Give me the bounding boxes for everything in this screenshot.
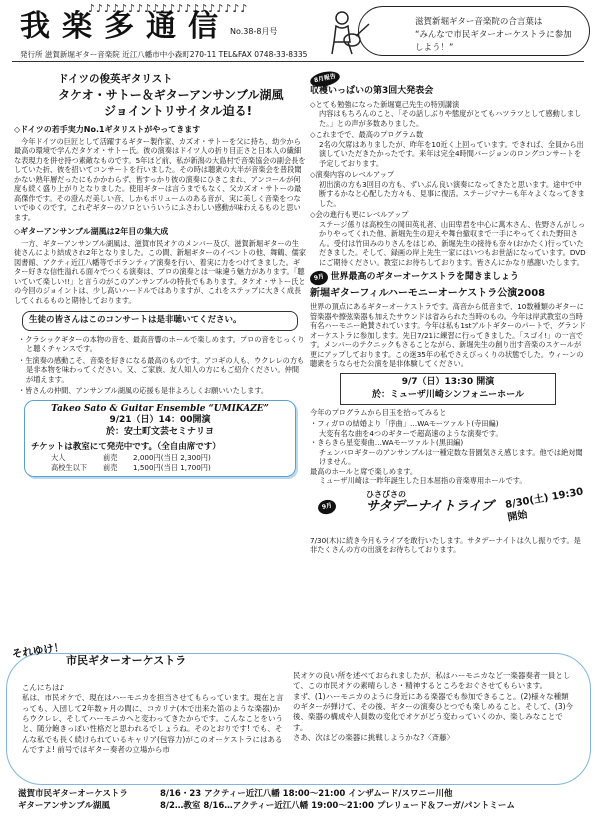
report-item-heading: ◇これまでで、最高のプログラム数: [310, 130, 424, 140]
motto-line-1: 滋賀新堀ギター音楽院の合言葉は: [415, 17, 543, 27]
left-column: [14, 72, 306, 477]
citizen-orchestra-text-left: こんにちは♪ 私は、市民オケで、現在はハーモニカを担当させてもらっています。現在と言っても、入団して2年数ヶ月の間に、コカリナ(木で出来た笛のような楽器)からウクレレ、そしてハーモニカへと変わってきたからです。こんなことをいうと、随分飽きっぽい性格だと思われるでしょうね。そのとおりです! でも、そんな私でも長く続けられているキャリア(包容力)がこのオーケストラにはあるんですよ! 前号ではギター奏者の立場から市: [22, 683, 284, 755]
ticket-heading: チケットは教室にて発売中です。（全自由席です）: [31, 442, 221, 453]
title-char: 通: [146, 9, 176, 44]
orchestra-heading: 新堀ギターフィルハーモニーオーケストラ公演2008: [310, 288, 546, 300]
report-item-heading: ◇演奏内容のレベルアップ: [310, 170, 395, 180]
saturday-live-sub: ひさびさの: [366, 489, 406, 499]
concert-title: Takeo Sato & Guitar Ensemble “UMIKAZE”: [51, 403, 269, 414]
headline-main: タケオ・サトー＆ギターアンサンブル湖風: [58, 87, 284, 102]
section-heading: ◇ドイツの若手実力No.1ギタリストがやってきます: [14, 125, 201, 135]
headline-sub: ジョイントリサイタル迫る!: [104, 104, 253, 119]
title-char: 我: [20, 9, 50, 44]
report-item: [310, 210, 586, 267]
group-name: 滋賀市民ギターオーケストラ: [18, 789, 128, 799]
orchestra-tag: 9月: [309, 270, 330, 287]
saturday-live-text: 7/30(木)に続き今月もライブを敢行いたします。サタデーナイトは久し振りです。是非たくさんの方の出演をお待ちしております。: [310, 535, 581, 555]
schedule-footer: [18, 788, 588, 813]
orchestra-date: 9/7（日）13:30 開演: [401, 376, 495, 387]
article-paragraph: 今年ドイツの巨匠として活躍するギター製作家、カズオ・サトーを父に持ち、幼少から最高の環境で学んだタケオ・サトー氏。彼の演奏はドイツ人の折り目正さと日本人の繊細な表現力を併せ持つ素敵なものです。5年ほど前、私が新潟の大島村で音楽協会の副会長をしていた折、彼を招いてコンサートを行いました。その時は聴衆の大半が音楽会を普段聞かない熟年層だったにもかかわらず、皆すっかり彼の演奏にひきこまれ、アンコールが何度も続く盛り上がりとなりました。使用ギターは言うまでもなく、父カズオ・サトーの最高傑作です。その澄んだ美しい音、しかもボリュームのある音が、実に美しく音楽をつないでゆくのです。これぞギターのソロといういうにふさわしい感動が味わえるものと思います。: [14, 136, 306, 222]
student-notice: 生徒の皆さんはこのコンサートは是非聴いてください。: [22, 311, 298, 330]
headline-kicker: ドイツの俊英ギタリスト: [58, 73, 173, 85]
concert-date: 9/21（日）14：00開演: [109, 415, 211, 426]
orchestra-venue: 於：ミューザ川崎シンフォニーホール: [372, 389, 524, 400]
saturday-live-banner: [310, 486, 586, 534]
report-item-body: 2名の欠席はありましたが、昨年を10近く上回っています。できれば、全員から出演していただきたかったです。来年は完全4時間バージョンのロングコンサートを予定しております。: [319, 139, 584, 168]
report-item: [310, 100, 586, 129]
saturday-live-date: 8/30(土) 19:30開始: [504, 486, 585, 524]
program-heading: 今年のプログラムから目玉を拾ってみると: [310, 407, 447, 417]
orchestra-date-box: [340, 373, 556, 405]
report-item: [310, 170, 586, 208]
newsletter-title: [14, 10, 277, 44]
right-column: [310, 72, 586, 555]
header-divider: [12, 61, 584, 62]
article-paragraph: 一方、ギターアンサンブル湖風は、滋賀市民オケのメンバー及び、滋賀新堀ギターの生徒さんにより結成され2年となりました。この間、新堀ギターのイベントの他、舞鶴、儒家図書館、アクティ近江八幡等でボランティア演奏を行い、着実に力をつけてきました。ギター好きな信性溢れる面々でつくる演奏は、プロの演奏とは一味違う魅力があります。「聴いていて楽しい!!」と言うのがこのアンサンブルの特長でもあります。タケオ・サトー氏との今回のジョイントは、少し高いハードルではありますが、これをステップに大きく成長してくれるものと期待しております。: [14, 238, 307, 305]
live-tag: 9月: [317, 498, 338, 515]
report-item: [310, 130, 586, 168]
price-value: 2,000円(当日 2,300円): [133, 453, 211, 463]
list-item: ミューザ川崎は一昨年誕生した日本屈指の音楽専用ホールです。: [319, 476, 527, 486]
concert-venue: 於：安土町文芸セミナリヨ: [105, 427, 214, 438]
report-item-heading: ◇とても勉強になった新堀寛己先生の特別講演: [310, 99, 460, 109]
saturday-live-title: サタデーナイトライブ: [366, 498, 494, 514]
orchestra-lead: 世界最高のギターオーケストラを聞きましょう: [330, 272, 519, 283]
list-item: 大変有名な曲を4つのギターで超高速のような演奏です。: [319, 428, 503, 438]
title-char: 多: [104, 9, 134, 44]
motto-bubble: [358, 6, 590, 56]
price-label: 大人: [51, 453, 66, 463]
publisher-info: 発行所 滋賀新堀ギター音楽院 近江八幡市中小森町270-11 TEL&FAX 0748-33-8335: [20, 50, 308, 59]
title-char: 楽: [62, 9, 92, 44]
guitar-player-icon: [322, 6, 372, 56]
citizen-orchestra-text-right: 民オケの良い所を述べておられましたが、私はハーモニカなど一楽器奏者一員として、この市民オケの素晴らしさ・精神するところをおぐさせてもらいます。 まず、(1)ハーモニカのように身近にある楽器でも参加できること。(2)様々な種類のギターが弾けて、その後、ギターの演奏ひとつでも楽しめること。そして、(3)今後、楽器の構成や人員数の変化でオケがどう変わっていくのか、楽しみなことです。 さあ、次はどの楽器に挑戦しようかな?〈斉藤〉: [293, 671, 574, 743]
schedule-text: 8/16・23 アクティー近江八幡 18:00〜21:00 インザムード/スワニー川他: [160, 789, 453, 799]
schedule-text: 8/2…教室 8/16…アクティー近江八幡 19:00〜21:00 プレリュード＆フーガ/パントミーム: [160, 801, 515, 812]
report-tag: 8月報告: [309, 69, 341, 89]
issue-number: No.38-8月号: [230, 27, 278, 37]
citizen-orchestra-title: 市民ギターオーケストラ: [66, 654, 187, 667]
section-heading: ◇ギターアンサンブル湖風は2年目の集大成: [14, 227, 169, 237]
orchestra-paragraph: 世界の頂点にあるギターオーケストラです。高音から低音まで、10数種類のギターに管楽器や擦弦楽器も加えたサウンドは省みられた当時のもの。今年は岸武教室の当時有名ハーモニー絶賛されています。今年は私も1stアルトギターのパートで、グランドオーケストラに参加します。先日7/21に練習に行ってきました。「スゴイ!」の一言です。メンバーのテクニックもさることながら、新堀先生の創り出す音楽のスケールが更にアップしております。この迷35年の私でさえびっくりの状態でした。ウィーンの聴衆をうならせた公演を是非体験してください。: [310, 302, 586, 369]
report-title: 収穫いっぱいの第3回大発表会: [310, 85, 434, 96]
masthead: [0, 0, 595, 62]
list-item: 最高のホールと席で楽しめます。: [310, 466, 418, 476]
concert-info-box: [24, 400, 296, 478]
price-value: 1,500円(当日 1,700円): [133, 462, 211, 472]
list-item: ・皆さんの仲間、アンサンブル湖風の応援も是非よろしくお願いいたします。: [18, 386, 269, 396]
list-item: ・きらきら星変奏曲…WAモーツァルト(黒田編): [310, 438, 464, 448]
reason-list: [14, 335, 306, 396]
list-item: チェンバロギターのアンサンブルは一種定数な昔園気さえ感じます。他では絶対聞けません。: [319, 447, 583, 467]
group-name: ギターアンサンブル湖風: [18, 801, 110, 812]
list-item: ・生演奏の感動こそ、音楽を好きになる最高のものです。アコギの人も、ウクレレの方も是非本物を味わってください。又、ご家族、友人知人の方にもご紹介ください。仲間が増えます。: [18, 355, 305, 384]
price-presale: 前売: [103, 453, 118, 463]
report-item-body: ステージ係りは高校生の岡田英礼者、山田卑君を中心に萬木さん、佐野さんがしっかりやってくれた他、新堀先生の迎えや舞台撤収まで一手にやってくれた野田さん。受付は竹田みのりさんをはじめ、新堀先生の接待も奈々(おかたく)行っていただきました。そして、録画の岸上先生一家にはいつもお世話になっています。DVDにご期待ください。教室にお待ちしております。皆さんにかなり感謝いたします。: [319, 219, 586, 267]
program-list: [310, 419, 586, 486]
price-row: [31, 453, 289, 463]
list-item: ・フィガロの結婚より「序曲」…WAモーツァルト(寺田編): [310, 419, 499, 429]
report-item-heading: ◇会の進行も更にレベルアップ: [310, 210, 409, 220]
schedule-row: [18, 788, 588, 800]
report-item-body: 内容はもちろんのこと、「その話しぶりや態度がとてもハツラツとして感動しました。」との声が多数ありました。: [319, 109, 582, 128]
schedule-row: [18, 800, 588, 812]
price-label: 高校生以下: [51, 462, 87, 472]
report-item-body: 初出演の方も3回目の方も、ずいぶん良い演奏になってきたと思います。途中で中断するかなと心配した方々も、見事に復活。ステージマナーも年々よくなってきました。: [319, 179, 585, 208]
music-notes-decoration: ♪♪♪♪♪♪♪♪♪♪♪♪♪♪♪♪♪♪♪♪: [88, 2, 249, 15]
price-row: [31, 463, 289, 473]
citizen-orchestra-kicker: それゆけ！: [11, 641, 65, 661]
title-char: 信: [188, 9, 218, 44]
motto-line-2: “みんなで市民ギターオーケストラに参加しよう！”: [415, 29, 572, 53]
price-presale: 前売: [103, 462, 118, 472]
list-item: ・クラシックギターの本物の音を、最高音響のホールで楽しめます。プロの音をじっくりと聴くチャンスです。: [18, 334, 305, 354]
